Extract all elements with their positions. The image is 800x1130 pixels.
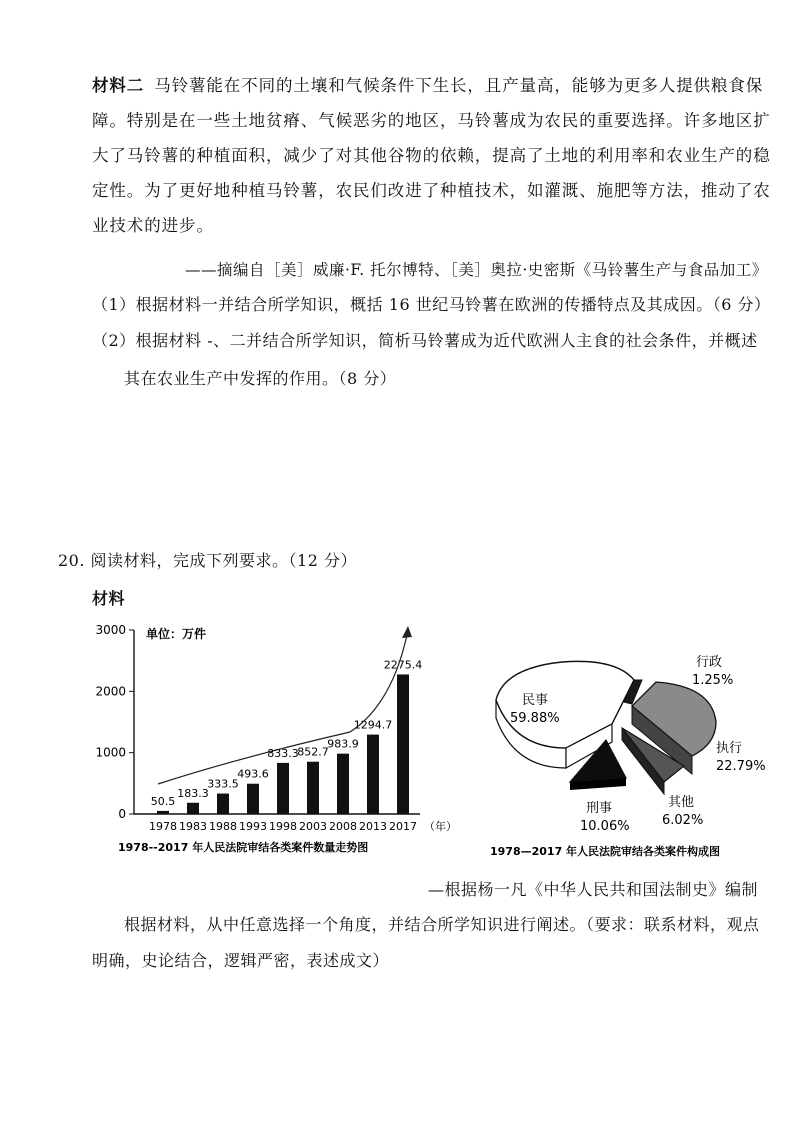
bar-1998 <box>277 763 289 814</box>
y-tick-label: 1000 <box>95 745 126 760</box>
question-19-1: （1）根据材料一并结合所学知识，概括 16 世纪马铃薯在欧洲的传播特点及其成因。（6 分） <box>92 295 771 314</box>
bar-data-label: 852.7 <box>297 745 329 759</box>
x-tick-label: 1993 <box>239 820 267 833</box>
pie-chart-title: 1978—2017 年人民法院审结各类案件构成图 <box>490 845 721 858</box>
y-tick-label: 2000 <box>95 684 126 699</box>
bar-chart-title: 1978--2017 年人民法院审结各类案件数量走势图 <box>118 841 369 854</box>
bar-1993 <box>247 784 259 814</box>
bar-2013 <box>367 735 379 814</box>
bar-1988 <box>217 794 229 814</box>
trend-arrow-head <box>402 626 412 638</box>
question-19-2-line2: 其在农业生产中发挥的作用。（8 分） <box>124 369 397 388</box>
bar-data-label: 2275.4 <box>383 658 423 672</box>
y-tick-label: 3000 <box>95 623 126 637</box>
material2-paragraph <box>92 68 782 243</box>
x-tick-label: 1978 <box>149 820 177 833</box>
pie-value-admin: 1.25% <box>692 673 734 688</box>
bar-data-label: 983.9 <box>327 737 359 751</box>
bar-data-label: 333.5 <box>207 777 239 791</box>
x-tick-label: 2003 <box>299 820 327 833</box>
pie-chart <box>484 640 784 870</box>
x-tick-label: 2008 <box>329 820 357 833</box>
pie-value-criminal: 10.06% <box>580 819 630 834</box>
question-20-source: —根据杨一凡《中华人民共和国法制史》编制 <box>428 880 759 899</box>
material2-text: 马铃薯能在不同的土壤和气候条件下生长，且产量高，能够为更多人提供粮食保障。特别是在一些土地贫瘠、气候恶劣的地区，马铃薯成为农民的重要选择。许多地区扩大了马铃薯的种植面积，减少了对其他谷物的依赖，提高了土地的利用率和农业生产的稳定性。为了更好地种植马铃薯，农民们改进了种植技术，如灌溉、施肥等方法，推动了农业技术的进步。 <box>92 76 771 235</box>
pie-value-other: 6.02% <box>662 813 704 828</box>
bar-data-label: 1294.7 <box>353 718 393 732</box>
bar-2017 <box>397 674 409 814</box>
y-tick-label: 0 <box>118 807 126 821</box>
question-20-instruction-line1: 根据材料，从中任意选择一个角度，并结合所学知识进行阐述。（要求：联系材料，观点 <box>124 915 760 934</box>
bar-2008 <box>337 754 349 814</box>
bar-data-label: 493.6 <box>237 767 269 781</box>
pie-label-criminal: 刑事 <box>586 801 613 816</box>
pie-label-civil: 民事 <box>522 693 549 708</box>
question-20-instruction-line2: 明确，史论结合，逻辑严密，表述成文） <box>92 951 390 970</box>
bar-1978 <box>157 811 169 814</box>
pie-label-enforcement: 执行 <box>716 741 743 756</box>
bar-chart <box>88 616 457 861</box>
material2-source: ——摘编自［美］威廉·F. 托尔博特、［美］奥拉·史密斯《马铃薯生产与食品加工》 <box>185 261 768 279</box>
pie-label-other: 其他 <box>668 795 695 810</box>
question-19-2-line1: （2）根据材料 -、二并结合所学知识，简析马铃薯成为近代欧洲人主食的社会条件，并概述 <box>92 331 758 350</box>
pie-label-admin: 行政 <box>696 655 723 670</box>
pie-value-civil: 59.88% <box>510 711 560 726</box>
question-20-material-label: 材料 <box>92 589 126 608</box>
question-20-title: 20. 阅读材料，完成下列要求。（12 分） <box>58 551 357 570</box>
bar-data-label: 183.3 <box>177 786 209 800</box>
bar-2003 <box>307 762 319 814</box>
bar-data-label: 50.5 <box>150 794 176 808</box>
bar-chart-x-unit: （年） <box>424 820 457 833</box>
bar-data-label: 833.3 <box>267 746 299 760</box>
pie-value-enforcement: 22.79% <box>716 759 766 774</box>
bar-chart-unit-label: 单位：万件 <box>146 627 207 641</box>
x-tick-label: 1983 <box>179 820 207 833</box>
x-tick-label: 2017 <box>389 820 417 833</box>
material2-label: 材料二 <box>92 76 145 95</box>
x-tick-label: 1998 <box>269 820 297 833</box>
bar-1983 <box>187 803 199 814</box>
x-tick-label: 1988 <box>209 820 237 833</box>
x-tick-label: 2013 <box>359 820 387 833</box>
